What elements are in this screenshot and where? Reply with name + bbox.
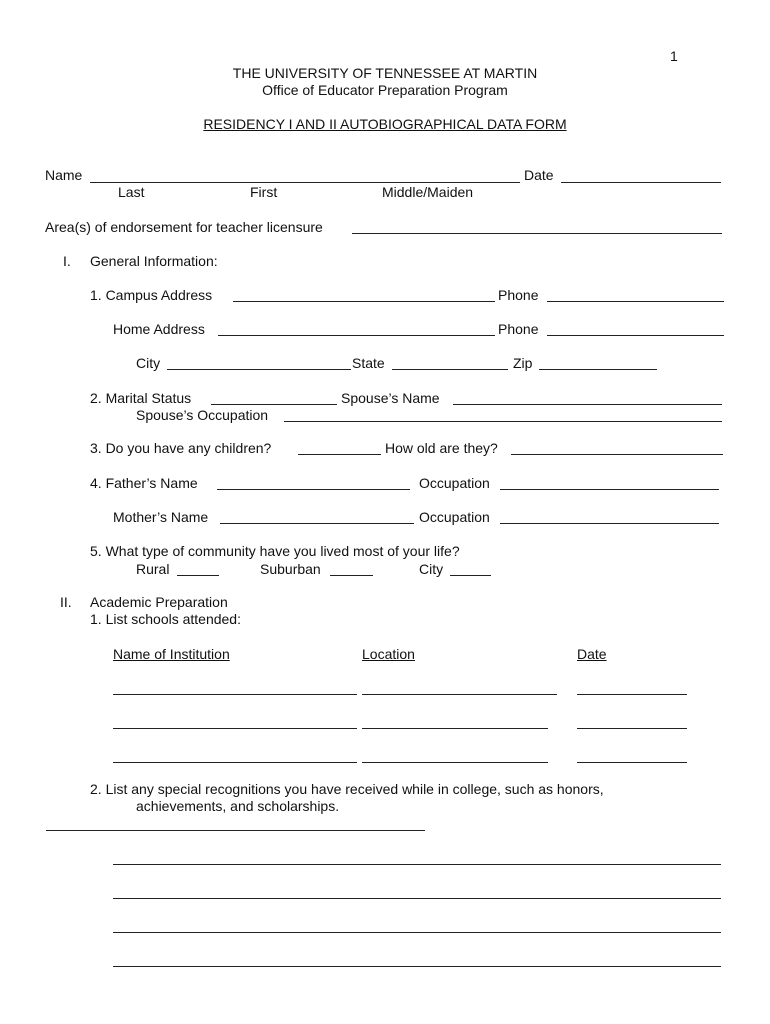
home-phone-field[interactable] bbox=[547, 335, 724, 336]
section-2-numeral: II. bbox=[60, 594, 72, 610]
university-name: THE UNIVERSITY OF TENNESSEE AT MARTIN bbox=[232, 65, 538, 81]
date-label: Date bbox=[524, 167, 554, 183]
mother-name-field[interactable] bbox=[220, 523, 414, 524]
recognitions-field-4[interactable] bbox=[113, 932, 721, 933]
first-name-hint: First bbox=[250, 184, 278, 200]
column-location: Location bbox=[362, 646, 415, 662]
recognitions-field-3[interactable] bbox=[113, 898, 721, 899]
recognitions-question-line-1: 2. List any special recognitions you have received while in college, such as honors, bbox=[90, 781, 604, 797]
last-name-hint: Last bbox=[118, 184, 145, 200]
city-field[interactable] bbox=[167, 369, 351, 370]
schools-attended-label: 1. List schools attended: bbox=[90, 611, 241, 627]
campus-phone-field[interactable] bbox=[547, 301, 724, 302]
spouse-name-label: Spouse’s Name bbox=[341, 390, 440, 406]
date-field-3[interactable] bbox=[577, 762, 687, 763]
campus-address-label: 1. Campus Address bbox=[90, 287, 213, 303]
suburban-option-label: Suburban bbox=[260, 561, 321, 577]
children-age-field[interactable] bbox=[511, 454, 723, 455]
column-date: Date bbox=[577, 646, 607, 662]
name-label: Name bbox=[45, 167, 83, 183]
home-address-field[interactable] bbox=[218, 335, 495, 336]
state-field[interactable] bbox=[392, 369, 508, 370]
father-name-field[interactable] bbox=[217, 489, 410, 490]
rural-option-field[interactable] bbox=[177, 575, 219, 576]
father-name-label: 4. Father’s Name bbox=[90, 475, 198, 491]
institution-field-3[interactable] bbox=[113, 762, 357, 763]
form-title: RESIDENCY I AND II AUTOBIOGRAPHICAL DATA FORM bbox=[203, 116, 567, 132]
suburban-option-field[interactable] bbox=[330, 575, 373, 576]
mother-occupation-label: Occupation bbox=[419, 509, 490, 525]
date-field[interactable] bbox=[561, 182, 721, 183]
recognitions-field-2[interactable] bbox=[113, 864, 721, 865]
recognitions-field-5[interactable] bbox=[113, 966, 721, 967]
middle-name-hint: Middle/Maiden bbox=[382, 184, 474, 200]
spouse-name-field[interactable] bbox=[453, 404, 722, 405]
endorsement-field[interactable] bbox=[352, 233, 722, 234]
column-institution: Name of Institution bbox=[113, 646, 230, 662]
section-1-numeral: I. bbox=[63, 253, 71, 269]
location-field-2[interactable] bbox=[362, 728, 548, 729]
home-phone-label: Phone bbox=[498, 321, 539, 337]
recognitions-question-line-2: achievements, and scholarships. bbox=[136, 798, 340, 814]
campus-phone-label: Phone bbox=[498, 287, 539, 303]
father-occupation-label: Occupation bbox=[419, 475, 490, 491]
page-number: 1 bbox=[670, 48, 678, 64]
city-label: City bbox=[136, 355, 161, 371]
mother-occupation-field[interactable] bbox=[500, 523, 719, 524]
zip-field[interactable] bbox=[539, 369, 657, 370]
father-occupation-field[interactable] bbox=[500, 489, 719, 490]
recognitions-field-1[interactable] bbox=[46, 830, 425, 831]
section-2-title: Academic Preparation bbox=[90, 594, 228, 610]
section-1-title: General Information: bbox=[90, 253, 218, 269]
spouse-occupation-label: Spouse’s Occupation bbox=[136, 407, 269, 423]
rural-option-label: Rural bbox=[136, 561, 170, 577]
date-field-1[interactable] bbox=[577, 694, 687, 695]
city-option-label: City bbox=[419, 561, 444, 577]
spouse-occupation-field[interactable] bbox=[284, 421, 722, 422]
city-option-field[interactable] bbox=[450, 575, 491, 576]
location-field-3[interactable] bbox=[362, 762, 548, 763]
children-question: 3. Do you have any children? bbox=[90, 440, 272, 456]
marital-status-field[interactable] bbox=[211, 404, 337, 405]
name-field[interactable] bbox=[90, 182, 520, 183]
mother-name-label: Mother’s Name bbox=[113, 509, 209, 525]
location-field-1[interactable] bbox=[362, 694, 557, 695]
zip-label: Zip bbox=[513, 355, 533, 371]
endorsement-label: Area(s) of endorsement for teacher licensure bbox=[45, 219, 323, 235]
children-field[interactable] bbox=[298, 454, 381, 455]
office-name: Office of Educator Preparation Program bbox=[262, 82, 508, 98]
home-address-label: Home Address bbox=[113, 321, 205, 337]
community-question: 5. What type of community have you lived most of your life? bbox=[90, 543, 460, 559]
institution-field-1[interactable] bbox=[113, 694, 357, 695]
state-label: State bbox=[352, 355, 385, 371]
marital-status-label: 2. Marital Status bbox=[90, 390, 192, 406]
children-age-question: How old are they? bbox=[385, 440, 498, 456]
date-field-2[interactable] bbox=[577, 728, 687, 729]
institution-field-2[interactable] bbox=[113, 728, 357, 729]
campus-address-field[interactable] bbox=[233, 301, 495, 302]
